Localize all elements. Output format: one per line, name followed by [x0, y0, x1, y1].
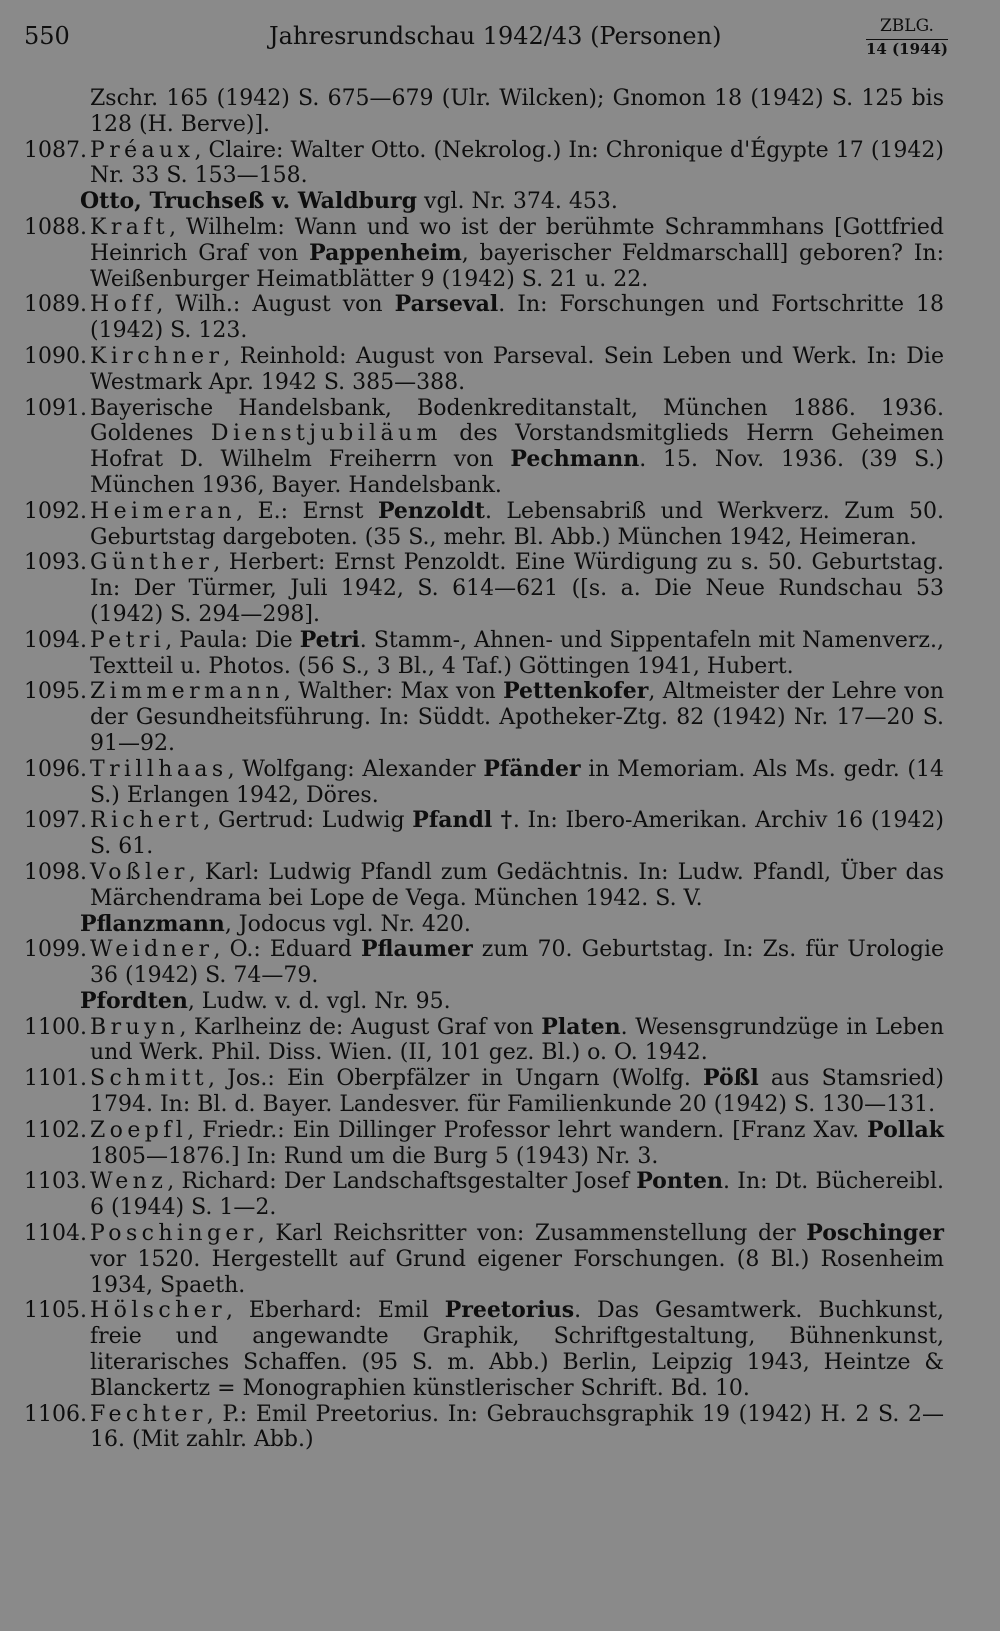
entry-text: . In: Forschungen und Fortschritte 18 (1942) S. 123. — [90, 292, 945, 344]
entry-author: Dienstjubiläum — [210, 421, 442, 447]
entry-author: Kraft — [90, 214, 170, 240]
entry-number: 1093. — [24, 550, 87, 576]
entry-number: 1088. — [24, 214, 87, 240]
entry-text: , Richard: Der Landschaftsgestalter Josef — [167, 1169, 637, 1195]
entry-author: Hölscher — [90, 1298, 226, 1324]
bibliography-entry — [24, 292, 944, 344]
entry-text: , E.: Ernst — [236, 498, 378, 524]
entry-author: Voßler — [90, 859, 189, 885]
entry-text: , Ludw. v. d. vgl. Nr. 95. — [187, 988, 451, 1014]
entry-number: 1105. — [24, 1298, 87, 1324]
bibliography-entry — [24, 1169, 944, 1221]
entry-text: , O.: Eduard — [213, 937, 361, 963]
entry-number: 1087. — [24, 137, 87, 163]
entry-number: 1089. — [24, 292, 87, 318]
entry-number: 1090. — [24, 343, 87, 369]
entry-author: Weidner — [90, 937, 214, 963]
entry-text: , Jodocus vgl. Nr. 420. — [224, 911, 471, 937]
entry-subject: Pollak — [867, 1116, 944, 1143]
entry-author: Günther — [90, 550, 214, 576]
bibliography-entries — [24, 86, 944, 1453]
entry-number: 1096. — [24, 756, 87, 782]
entry-author: Schmitt — [90, 1066, 208, 1092]
entry-number: 1100. — [24, 1014, 87, 1040]
entry-subject: Pflanzmann — [80, 910, 225, 937]
entry-text: des Vorstandsmitglieds Herrn Geheimen Hofrat D. Wilhelm Freiherrn von — [90, 421, 944, 473]
entry-text: , Claire: Walter Otto. (Nekrolog.) In: Chronique d'Égypte 17 (1942) Nr. 33 S. 153—158. — [90, 137, 944, 189]
entry-text: , Karlheinz de: August Graf von — [179, 1014, 542, 1040]
entry-text: , Karl Reichsritter von: Zusammenstellung der — [257, 1221, 807, 1247]
entry-number: 1092. — [24, 498, 87, 524]
entry-text: zum 70. Geburtstag. In: Zs. für Urologie 36 (1942) S. 74—79. — [90, 937, 944, 989]
entry-text: Bayerische Handelsbank, Bodenkreditanstalt, München 1886. 1936. Goldenes — [90, 395, 944, 447]
entry-text: . In: Dt. Büchereibl. 6 (1944) S. 1—2. — [90, 1169, 945, 1221]
entry-text: . In: Ibero-Amerikan. Archiv 16 (1942) S. 61. — [90, 808, 944, 860]
bibliography-entry — [24, 1298, 944, 1401]
entry-text: aus Stamsried) 1794. In: Bl. d. Bayer. Landesver. für Familienkunde 20 (1942) S. 130—131. — [90, 1066, 945, 1118]
entry-subject: Pößl — [703, 1065, 759, 1092]
entry-author: Zimmermann — [90, 679, 284, 705]
entry-author: Heimeran — [90, 498, 237, 524]
entry-number: 1098. — [24, 859, 87, 885]
bibliography-entry — [24, 215, 944, 292]
entry-subject: Petri — [299, 626, 360, 653]
bibliography-entry — [24, 679, 944, 756]
entry-number: 1095. — [24, 679, 87, 705]
cross-reference-entry — [24, 86, 944, 138]
entry-author: Petri — [90, 627, 166, 653]
entry-text: , Paula: Die — [165, 627, 300, 653]
entry-text: , Reinhold: August von Parseval. Sein Leben und Werk. In: Die Westmark Apr. 1942 S. 385—388. — [90, 343, 944, 395]
bibliography-entry — [24, 1118, 944, 1170]
entry-text: . 15. Nov. 1936. (39 S.) München 1936, Bayer. Handelsbank. — [90, 447, 944, 498]
running-title: Jahresrundschau 1942/43 (Personen) — [269, 22, 722, 50]
entry-text: . Stamm-, Ahnen- und Sippentafeln mit Namenverz., Textteil u. Photos. (56 S., 3 Bl., 4 Taf.) Göttingen 1941, Hubert. — [90, 627, 944, 679]
entry-number: 1097. — [24, 808, 87, 834]
entry-subject: Otto, Truchseß v. Waldburg — [80, 188, 418, 215]
journal-reference — [866, 18, 948, 57]
entry-text: , bayerischer Feldmarschall] geboren? In: Weißenburger Heimatblätter 9 (1942) S. 21 u. 22. — [90, 240, 945, 292]
bibliography-entry — [24, 628, 944, 680]
bibliography-entry — [24, 1221, 944, 1298]
bibliography-entry — [24, 860, 944, 912]
entry-text: . Das Gesamtwerk. Buchkunst, freie und angewandte Graphik, Schriftgestaltung, Bühnenkunst, literarisches Schaffen. (95 S. m. Abb.) Berlin, Leipzig 1943, Heintze & Blanckertz = Monographien künstlerischer Schrift. Bd. 10. — [90, 1298, 944, 1401]
bibliography-entry — [24, 1402, 944, 1454]
entry-number: 1106. — [24, 1401, 87, 1427]
page-number: 550 — [24, 22, 70, 50]
entry-text: , Jos.: Ein Oberpfälzer in Ungarn (Wolfg. — [207, 1066, 704, 1092]
entry-subject: Platen — [541, 1013, 621, 1040]
entry-number: 1099. — [24, 937, 87, 963]
cross-reference-entry — [24, 989, 944, 1015]
bibliography-entry — [24, 1015, 944, 1067]
entry-text: vor 1520. Hergestellt auf Grund eigener Forschungen. (8 Bl.) Rosenheim 1934, Spaeth. — [90, 1246, 944, 1298]
entry-author: Bruyn — [90, 1014, 180, 1040]
entry-author: Fechter — [90, 1401, 207, 1427]
entry-subject: Pflaumer — [361, 936, 473, 963]
journal-abbrev: ZBLG. — [879, 16, 934, 36]
entry-text: , P.: Emil Preetorius. In: Gebrauchsgraphik 19 (1942) H. 2 S. 2—16. (Mit zahlr. Abb.) — [90, 1401, 944, 1453]
entry-text: . Lebensabriß und Werkverz. Zum 50. Geburtstag dargeboten. (35 S., mehr. Bl. Abb.) München 1942, Heimeran. — [90, 498, 944, 550]
entry-author: Poschinger — [90, 1221, 258, 1247]
bibliography-entry — [24, 396, 944, 499]
bibliography-entry — [24, 499, 944, 551]
entry-text: , Friedr.: Ein Dillinger Professor lehrt wandern. [Franz Xav. — [187, 1117, 868, 1143]
entry-text: , Wolfgang: Alexander — [227, 756, 484, 782]
entry-subject: Penzoldt — [377, 497, 485, 524]
entry-author: Préaux — [90, 137, 195, 163]
bibliography-entry — [24, 1066, 944, 1118]
entry-text: Zschr. 165 (1942) S. 675—679 (Ulr. Wilcken); Gnomon 18 (1942) S. 125 bis 128 (H. Berve)]. — [90, 86, 944, 137]
entry-text: . Wesensgrundzüge in Leben und Werk. Phil. Diss. Wien. (II, 101 gez. Bl.) o. O. 1942. — [90, 1014, 944, 1066]
journal-volume: 14 (1944) — [865, 40, 948, 58]
entry-number: 1091. — [24, 395, 87, 421]
entry-subject: Poschinger — [806, 1220, 944, 1247]
entry-subject: Pettenkofer — [503, 678, 649, 705]
entry-text: , Karl: Ludwig Pfandl zum Gedächtnis. In: Ludw. Pfandl, Über das Märchendrama bei Lope de Vega. München 1942. S. V. — [90, 859, 944, 911]
entry-subject: Preetorius — [444, 1297, 575, 1324]
entry-subject: Parseval — [394, 291, 499, 318]
entry-subject: Pfandl † — [412, 807, 513, 834]
cross-reference-entry — [24, 189, 944, 215]
entry-author: Kirchner — [90, 343, 224, 369]
entry-text: 1805—1876.] In: Rund um die Burg 5 (1943) Nr. 3. — [90, 1143, 659, 1169]
bibliography-entry — [24, 937, 944, 989]
entry-text: , Altmeister der Lehre von der Gesundheitsführung. In: Süddt. Apotheker-Ztg. 82 (1942) Nr. 17—20 S. 91—92. — [90, 679, 944, 756]
entry-subject: Pechmann — [510, 446, 640, 473]
running-header — [24, 18, 948, 62]
entry-text: , Eberhard: Emil — [225, 1298, 445, 1324]
bibliography-entry — [24, 808, 944, 860]
bibliography-entry — [24, 757, 944, 809]
entry-number: 1102. — [24, 1117, 87, 1143]
entry-number: 1104. — [24, 1221, 87, 1247]
bibliography-entry — [24, 344, 944, 396]
entry-author: Wenz — [90, 1169, 168, 1195]
entry-author: Hoff — [90, 292, 157, 318]
entry-text: , Herbert: Ernst Penzoldt. Eine Würdigung zu s. 50. Geburtstag. In: Der Türmer, Juli 1942, S. 614—621 ([s. a. Die Neue Rundschau 53 (1942) S. 294—298]. — [90, 550, 944, 627]
entry-text: , Gertrud: Ludwig — [203, 808, 413, 834]
entry-number: 1094. — [24, 627, 87, 653]
entry-subject: Pfordten — [80, 987, 188, 1014]
entry-author: Zoepfl — [90, 1117, 188, 1143]
entry-subject: Ponten — [636, 1168, 724, 1195]
cross-reference-entry — [24, 912, 944, 938]
entry-author: Trillhaas — [90, 756, 228, 782]
entry-number: 1103. — [24, 1169, 87, 1195]
entry-text: vgl. Nr. 374. 453. — [417, 189, 618, 215]
entry-text: in Memoriam. Als Ms. gedr. (14 S.) Erlangen 1942, Döres. — [90, 756, 945, 808]
entry-text: , Walther: Max von — [283, 679, 504, 705]
entry-text: , Wilhelm: Wann und wo ist der berühmte Schrammhans [Gottfried Heinrich Graf von — [90, 214, 944, 266]
entry-author: Richert — [90, 808, 204, 834]
bibliography-entry — [24, 550, 944, 627]
entry-subject: Pappenheim — [309, 239, 462, 266]
entry-text: , Wilh.: August von — [156, 292, 395, 318]
bibliography-entry — [24, 138, 944, 190]
entry-number: 1101. — [24, 1066, 87, 1092]
entry-subject: Pfänder — [483, 755, 581, 782]
